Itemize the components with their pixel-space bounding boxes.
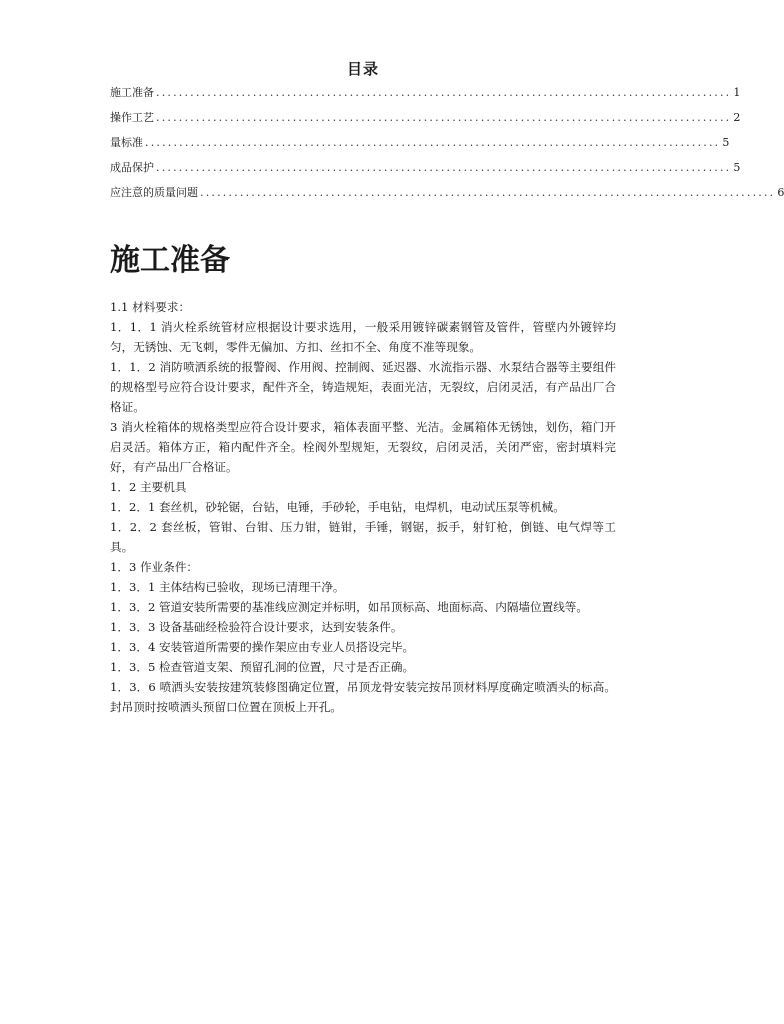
toc-entry-page: 1 (733, 86, 741, 99)
paragraph-sprinkler-components: 1．1．2 消防喷洒系统的报警阀、作用阀、控制阀、延迟器、水流指示器、水泵结合器等主要组件的规格型号应符合设计要求，配件齐全，铸造规矩，表面光洁，无裂纹，启闭灵活，有产品出厂合格证。 (110, 360, 616, 414)
paragraph-main-tools: 1．2 主要机具 (110, 480, 187, 494)
toc-title: 目录 (346, 60, 379, 78)
toc-entry-label: 量标准 (110, 136, 143, 149)
toc-entry[interactable] (110, 109, 741, 126)
toc-entry-label: 操作工艺 (110, 111, 154, 124)
paragraph-condition-6: 1．3．6 喷洒头安装按建筑装修图确定位置，吊顶龙骨安装完按吊顶材料厚度确定喷洒头的标高。封吊顶时按喷洒头预留口位置在顶板上开孔。 (110, 680, 616, 714)
paragraph-machinery: 1．2．1 套丝机，砂轮锯，台钻，电锤，手砂轮，手电钻，电焊机，电动试压泵等机械。 (110, 500, 565, 514)
paragraph-condition-2: 1．3．2 管道安装所需要的基准线应测定并标明，如吊顶标高、地面标高、内隔墙位置线等。 (110, 600, 588, 614)
toc-leader-dots: ..................................................................................................... (200, 186, 776, 199)
paragraph-condition-1: 1．3．1 主体结构已验收，现场已清理干净。 (110, 580, 345, 594)
paragraph-work-conditions: 1．3 作业条件： (110, 560, 199, 574)
toc-leader-dots: ..................................................................................................... (156, 111, 732, 124)
toc-leader-dots: ..................................................................................................... (145, 136, 721, 149)
toc-list (110, 84, 784, 201)
paragraph-pipe-materials: 1．1．1 消火栓系统管材应根据设计要求选用，一般采用镀锌碳素钢管及管件，管壁内外镀锌均匀，无锈蚀、无飞刺，零件无偏加、方扣、丝扣不全、角度不准等现象。 (110, 320, 616, 354)
toc-entry[interactable] (110, 84, 741, 101)
paragraph-condition-5: 1．3．5 检查管道支架、预留孔洞的位置，尺寸是否正确。 (110, 660, 415, 674)
toc-entry[interactable] (110, 134, 730, 151)
section-body (110, 297, 616, 717)
toc-entry-label: 成品保护 (110, 161, 154, 174)
toc-leader-dots: ..................................................................................................... (156, 161, 732, 174)
paragraph-hydrant-cabinet: 3 消火栓箱体的规格类型应符合设计要求，箱体表面平整、光洁。金属箱体无锈蚀，划伤，箱门开启灵活。箱体方正，箱内配件齐全。栓阀外型规矩，无裂纹，启闭灵活，关闭严密，密封填料完好，有产品出厂合格证。 (110, 420, 616, 474)
paragraph-condition-3: 1．3．3 设备基础经检验符合设计要求，达到安装条件。 (110, 620, 403, 634)
toc-entry-page: 5 (722, 136, 730, 149)
toc-entry[interactable] (110, 184, 784, 201)
document-page (110, 58, 784, 717)
toc-entry-page: 6 (777, 186, 784, 199)
toc-entry-label: 施工准备 (110, 86, 154, 99)
paragraph-condition-4: 1．3．4 安装管道所需要的操作架应由专业人员搭设完毕。 (110, 640, 415, 654)
toc-entry-page: 5 (733, 161, 741, 174)
section-heading: 施工准备 (110, 243, 230, 278)
toc-entry-label: 应注意的质量问题 (110, 186, 198, 199)
toc-entry-page: 2 (733, 111, 741, 124)
toc-entry[interactable] (110, 159, 741, 176)
paragraph-material-requirements: 1.1 材料要求： (110, 300, 191, 314)
toc-leader-dots: ..................................................................................................... (156, 86, 732, 99)
paragraph-hand-tools: 1．2．2 套丝板，管钳、台钳、压力钳，链钳，手锤，钢锯，扳手，射钉枪，倒链、电气焊等工具。 (110, 520, 616, 554)
